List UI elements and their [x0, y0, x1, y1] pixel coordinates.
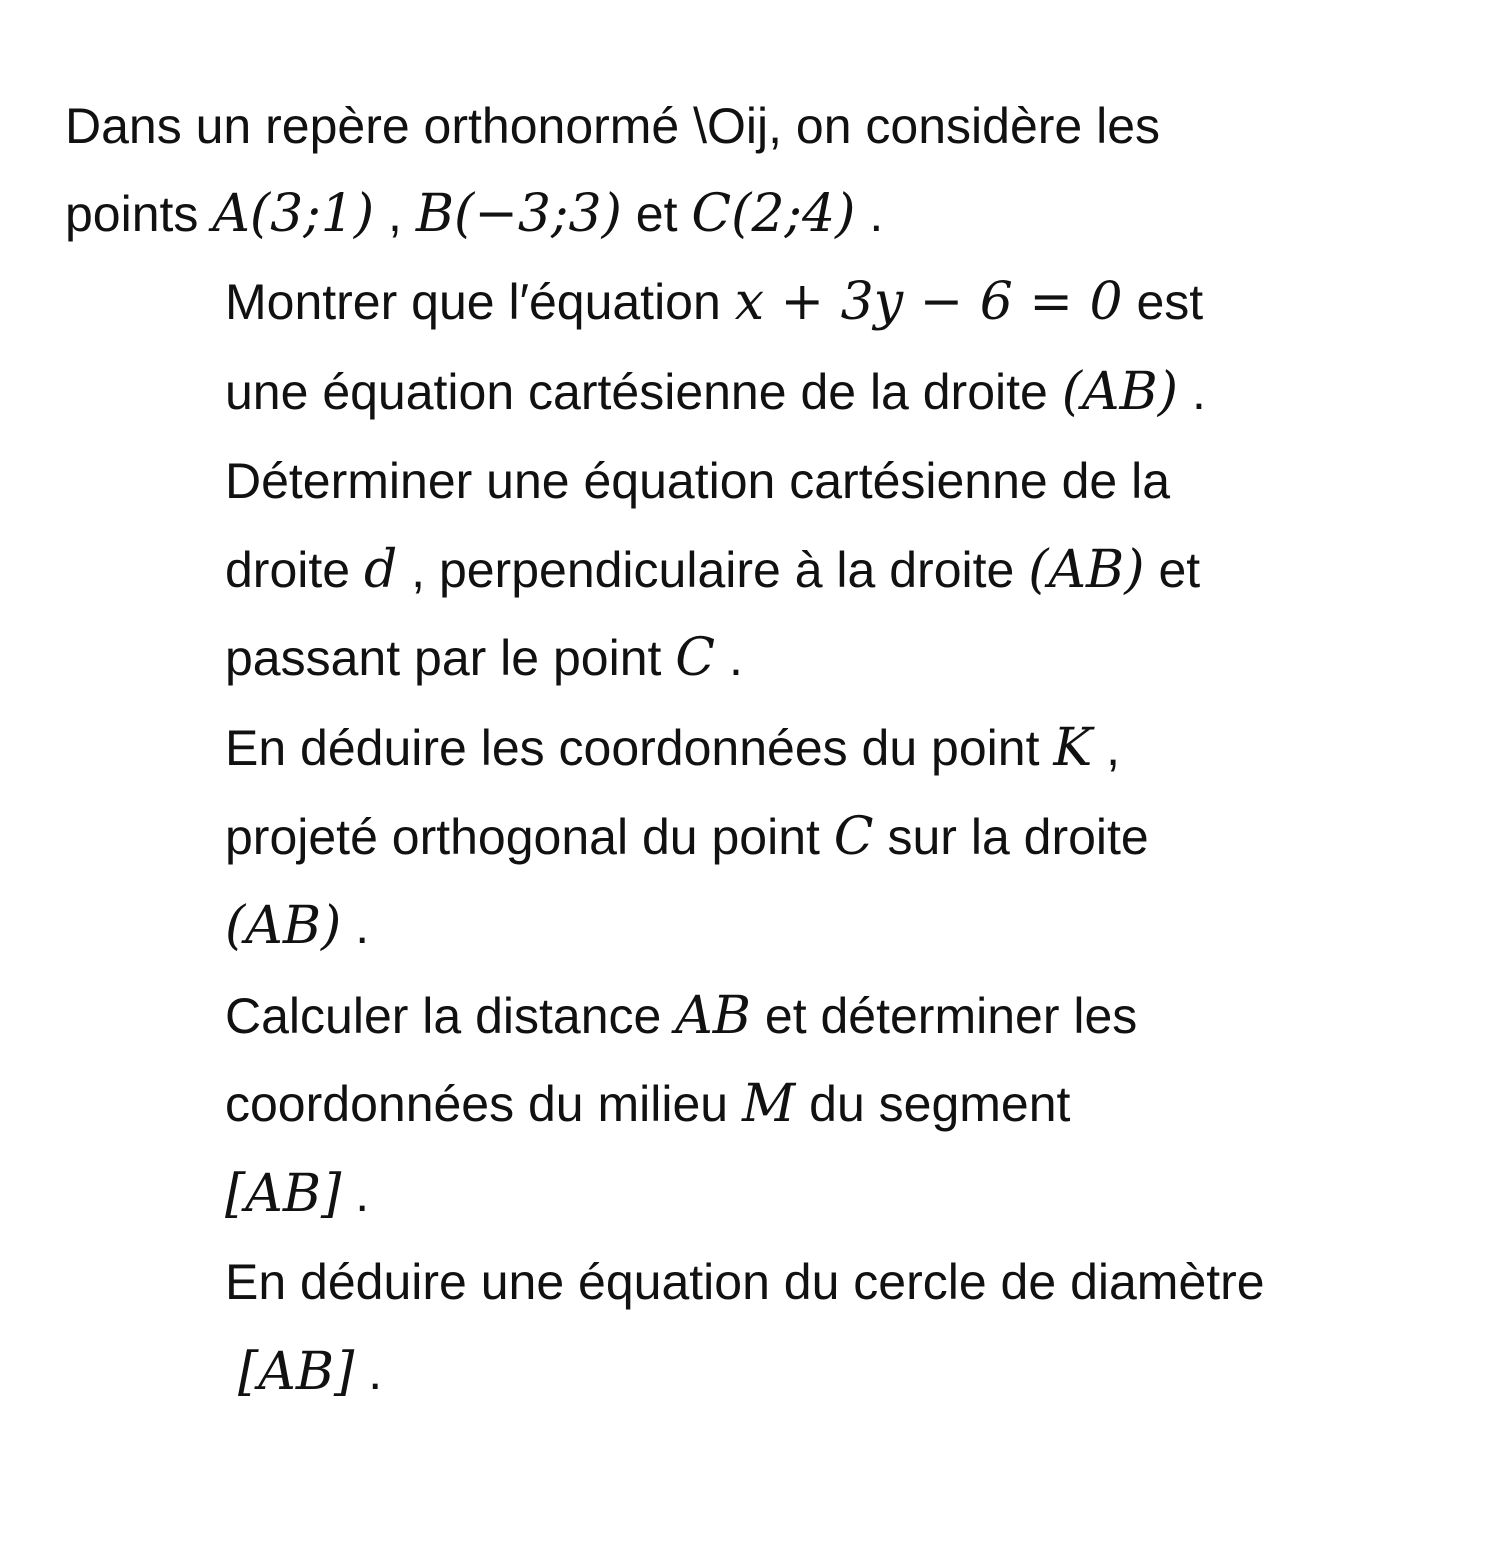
question-4-line-2 [225, 1074, 1070, 1134]
question-text: coordonnées du milieu [225, 1076, 742, 1132]
intro-line-2 [65, 184, 883, 244]
period: . [855, 186, 884, 242]
line-ab: (AB) [1028, 540, 1145, 600]
question-text: Déterminer une équation cartésienne de la [225, 453, 1171, 509]
equation-ab: x + 3y − 6 = 0 [734, 272, 1123, 332]
question-3-line-1 [225, 718, 1120, 778]
question-1-line-2 [225, 362, 1206, 422]
question-text: passant par le point [225, 630, 676, 686]
point-c: C(2;4) [691, 184, 856, 244]
separator: , [374, 186, 416, 242]
line-ab: (AB) [225, 896, 342, 956]
point-m: M [742, 1074, 796, 1134]
distance-ab: AB [675, 986, 751, 1046]
question-text: , [1092, 720, 1121, 776]
question-text: Calculer la distance [225, 988, 676, 1044]
line-ab: (AB) [1061, 362, 1179, 422]
segment-ab: [AB] [225, 1164, 342, 1224]
question-4-line-1 [225, 986, 1137, 1046]
intro-text: Dans un repère orthonormé \Oij, on considère les [65, 98, 1161, 154]
question-text: est [1122, 274, 1204, 330]
question-3-line-2 [225, 807, 1149, 867]
period: . [715, 630, 743, 686]
point-b: B(−3;3) [415, 184, 622, 244]
period: . [341, 898, 370, 954]
question-5-line-2 [238, 1342, 382, 1402]
question-text: , perpendiculaire à la droite [397, 542, 1029, 598]
question-2-line-3 [225, 628, 743, 688]
intro-points-label: points [65, 186, 213, 242]
question-text: projeté orthogonal du point [225, 809, 834, 865]
point-c: C [675, 628, 716, 688]
question-4-line-3 [225, 1164, 369, 1224]
question-text: En déduire les coordonnées du point [225, 720, 1054, 776]
point-c: C [833, 807, 874, 867]
question-1-line-1 [225, 272, 1203, 332]
question-2-line-1 [225, 451, 1170, 511]
question-3-line-3 [225, 896, 369, 956]
question-text: sur la droite [873, 809, 1149, 865]
question-text: droite [225, 542, 364, 598]
segment-ab: [AB] [238, 1342, 355, 1402]
question-text: En déduire une équation du cercle de diamètre [225, 1254, 1265, 1310]
question-text: Montrer que l′équation [225, 274, 735, 330]
line-d: d [363, 540, 398, 600]
separator: et [621, 186, 692, 242]
question-text: et [1144, 542, 1201, 598]
point-a: A(3;1) [212, 184, 375, 244]
intro-line-1 [65, 96, 1160, 156]
period: . [341, 1166, 370, 1222]
point-k: K [1053, 718, 1093, 778]
question-text: une équation cartésienne de la droite [225, 364, 1062, 420]
question-5-line-1 [225, 1252, 1265, 1312]
period: . [354, 1344, 383, 1400]
question-2-line-2 [225, 540, 1200, 600]
question-text: et déterminer les [751, 988, 1138, 1044]
question-text: du segment [795, 1076, 1071, 1132]
period: . [1178, 364, 1206, 420]
